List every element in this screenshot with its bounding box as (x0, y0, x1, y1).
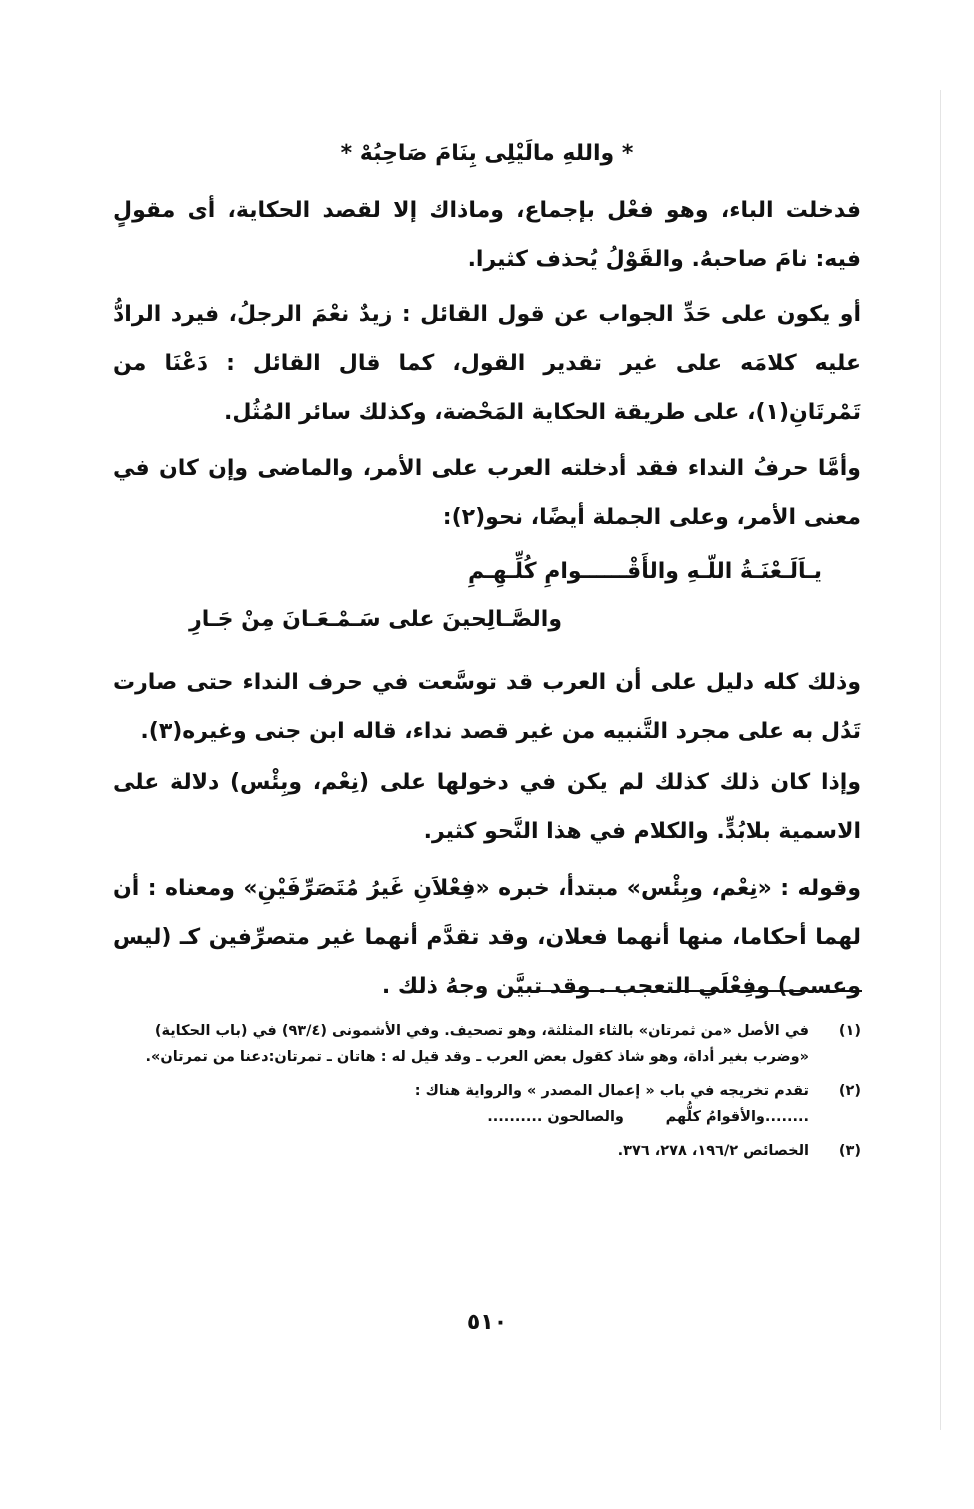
footnote-number: (٣) (838, 1143, 861, 1159)
footnote-1 (113, 1018, 861, 1070)
opening-verse: * واللهِ مالَيْلِى بِنَامَ صَاحِبُهْ * (340, 141, 634, 166)
paragraph-5: وإذا كان ذلك كذلك لم يكن في دخولها على (نِعْم، وبِئْس) دلالة على الاسمية بلابُدٍّ. والكلام في هذا النَّحو كثير. (113, 770, 861, 844)
footnote-3 (113, 1138, 861, 1164)
page-number: ٥١٠ (466, 1310, 508, 1335)
poem-hemistich-2: والصَّـالِحينَ على سَـمْـعَـانَ مِنْ جَـارِ (189, 607, 562, 632)
page-edge-line (940, 90, 941, 1430)
footnote-number: (٢) (838, 1083, 861, 1099)
paragraph-6: وقوله : «نِعْم، وبِئْس» مبتدأ، خبره «فِعْلاَنِ غَيرُ مُتَصَرِّفَيْنِ» ومعناه : أن لهما أحكاما، منها أنهما فعلان، وقد تقدَّم أنهما غير متصرِّفين كـ (ليس وعسى) وفِعْلَي التعجب . وقد تبيَّن وجهُ ذلك . (113, 876, 861, 999)
footnote-separator (525, 990, 862, 992)
footnote-number: (١) (838, 1023, 861, 1039)
footnote-line: «وضرب بغير أداة، وهو شاذ كقول بعض العرب ـ وقد قيل له : هاتان ـ تمرتان:دعنا من تمرتان». (145, 1049, 809, 1065)
footnote-line: في الأصل «من ثمرتان» بالثاء المثلثة، وهو تصحيف. وفي الأشمونى (٩٣/٤) في (باب الحكاية) (154, 1023, 809, 1039)
footnote-verse-first-half: ........والأقوامُ كلُّهم (665, 1109, 809, 1125)
paragraph-2: أو يكون على حَدِّ الجواب عن قول القائل : زيدٌ نعْمَ الرجلُ، فيرد الرادُّ عليه كلامَه على غير تقدير القول، كما قال القائل : دَعْنَا من تَمْرتَانِ(١)، على طريقة الحكاية المَحْضة، وكذلك سائر المُثُل. (113, 302, 861, 425)
poem-hemistich-1: يـاَلَـعْنَـةُ اللّـهِ والأَقْــــــوامِ كُلِّـهِـمِ (467, 559, 822, 584)
paragraph-4: وذلك كله دليل على أن العرب قد توسَّعت في حرف النداء حتى صارت تَدُل به على مجرد التَّنبيه من غير قصد نداء، قاله ابن جنى وغيره(٣). (113, 670, 861, 744)
footnote-2 (113, 1078, 861, 1130)
footnotes (113, 1018, 861, 1172)
paragraph-3: وأمَّا حرفُ النداء فقد أدخلته العرب على الأمر، والماضى وإن كان في معنى الأمر، وعلى الجملة أيضًا، نحو(٢): (113, 456, 861, 530)
footnote-verse-second-half: والصالحون .......... (487, 1109, 624, 1125)
footnote-verse (113, 1104, 809, 1130)
footnote-line: الخصائص ١٩٦/٢، ٢٧٨، ٣٧٦. (617, 1143, 809, 1159)
footnote-line: تقدم تخريجه في باب « إعمال المصدر » والرواية هناك : (414, 1083, 809, 1099)
paragraph-1: فدخلت الباء، وهو فعْل بإجماع، وماذاك إلا لقصد الحكاية، أى مقولٍ فيه: نامَ صاحبهُ. والقَوْلُ يُحذف كثيرا. (113, 198, 861, 272)
